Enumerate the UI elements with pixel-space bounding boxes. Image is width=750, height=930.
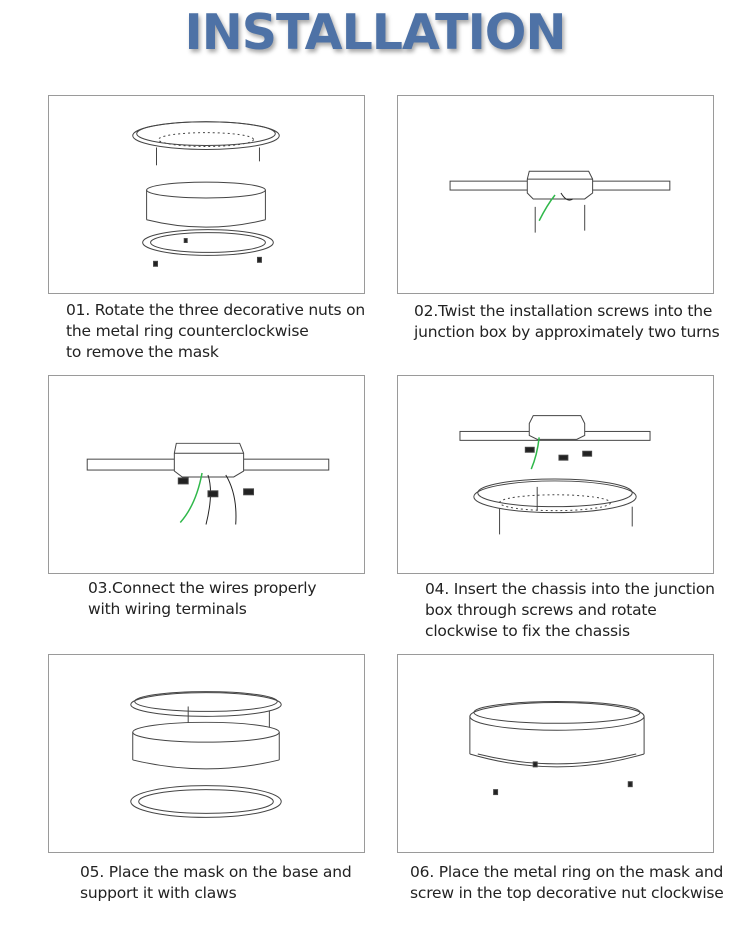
- mask-shade: [133, 722, 280, 769]
- wiring-terminal: [244, 489, 254, 495]
- junction-box: [174, 443, 243, 477]
- decorative-nuts: [494, 782, 633, 795]
- step-6-caption: 06. Place the metal ring on the mask and screw in the top decorative nut clockwise: [410, 863, 724, 902]
- step-5-illustration: [48, 654, 365, 853]
- metal-ring: [143, 230, 274, 256]
- step-4-illustration: [397, 375, 714, 574]
- wiring-terminal: [178, 478, 188, 484]
- decorative-nut: [533, 762, 537, 767]
- metal-ring: [131, 786, 281, 818]
- junction-box: [529, 416, 584, 440]
- step-1-caption: 01. Rotate the three decorative nuts on the metal ring counterclockwise to remove the mask: [66, 301, 366, 361]
- step-3-illustration: [48, 375, 365, 574]
- base-plate: [133, 122, 280, 166]
- step-2-caption: 02.Twist the installation screws into the junction box by approximately two turns: [414, 302, 720, 341]
- decorative-nuts: [154, 257, 262, 266]
- junction-box: [527, 171, 592, 199]
- step-6-illustration: [397, 654, 714, 853]
- step-4-caption: 04. Insert the chassis into the junction box through screws and rotate clockwise to fix the chassis: [425, 580, 715, 640]
- mask-shade: [147, 182, 266, 227]
- wiring-terminal: [208, 491, 218, 497]
- step-1-illustration: [48, 95, 365, 294]
- step-2-illustration: [397, 95, 714, 294]
- step-5-caption: 05. Place the mask on the base and support it with claws: [80, 863, 352, 902]
- ceiling-light: [470, 702, 644, 767]
- chassis: [474, 479, 636, 534]
- step-3-caption: 03.Connect the wires properly with wiring terminals: [88, 579, 317, 618]
- page-title: INSTALLATION: [184, 4, 566, 61]
